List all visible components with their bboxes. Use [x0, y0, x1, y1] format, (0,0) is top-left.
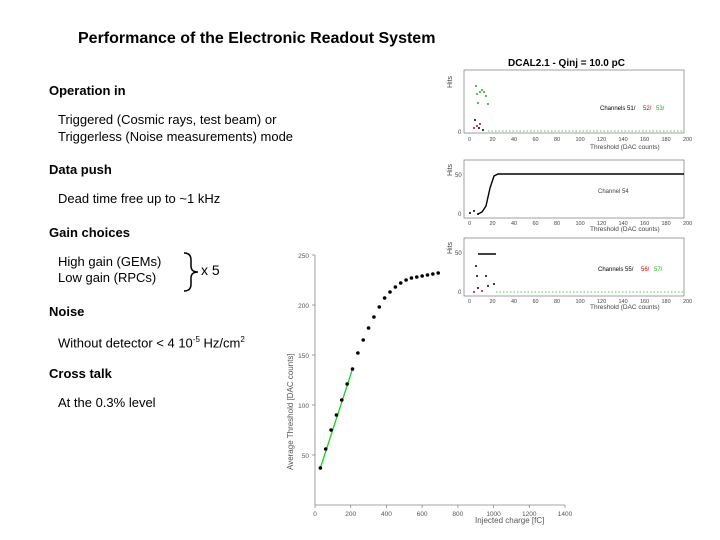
chart-point — [356, 351, 360, 355]
chart-point — [394, 285, 398, 289]
panel-1-xtick: 200 — [683, 137, 693, 143]
chart-xtick-label: 1200 — [522, 511, 537, 518]
panel-1-legend-a: Channels 51/ — [600, 106, 636, 112]
panel-1-xtick: 180 — [661, 137, 671, 143]
panel-3-y50: 50 — [455, 251, 462, 257]
panel-2-xtick: 20 — [489, 221, 496, 227]
noise-text: Without detector < 4 10 — [58, 335, 193, 351]
panel-3-xtick: 180 — [661, 299, 671, 305]
panel-3-xtick: 200 — [683, 299, 693, 305]
panel-3-xtick: 80 — [554, 299, 561, 305]
chart-point — [367, 326, 371, 330]
panel-3-xtick: 140 — [618, 299, 628, 305]
chart-point — [377, 305, 381, 309]
operation-line-1: Triggered (Cosmic rays, test beam) or — [58, 112, 277, 127]
crosstalk-heading: Cross talk — [49, 366, 112, 381]
chart-y-ticks — [298, 253, 315, 460]
chart-point — [399, 281, 403, 285]
panel-2-frame — [464, 160, 684, 218]
noise-unit-exponent: 2 — [240, 335, 245, 344]
chart-point — [420, 274, 424, 278]
panel-1-xtick: 80 — [554, 137, 561, 143]
chart-point — [431, 272, 435, 276]
panel-2-xtick: 200 — [683, 221, 693, 227]
panel-2-xtick: 0 — [468, 221, 472, 227]
panel-1-xtick: 60 — [532, 137, 539, 143]
panel-2-xlabel: Threshold (DAC counts) — [590, 226, 660, 233]
gain-line-1: High gain (GEMs) — [58, 254, 162, 269]
threshold-panel-2 — [447, 160, 692, 233]
panel-1-xlabel: Threshold (DAC counts) — [590, 144, 660, 151]
panel-3-y0: 0 — [458, 290, 462, 296]
chart-xtick-label: 1400 — [557, 511, 573, 518]
noise-unit: Hz/cm — [199, 335, 241, 351]
chart-point — [329, 428, 333, 432]
slide-title: Performance of the Electronic Readout System — [78, 30, 436, 47]
gain-brace-icon — [182, 252, 200, 292]
gain-heading: Gain choices — [49, 225, 130, 240]
chart-ytick-label: 50 — [301, 453, 309, 460]
panel-3-ylabel: Hits — [447, 241, 454, 254]
chart-ytick-label: 200 — [298, 303, 309, 310]
threshold-vs-charge-chart — [275, 245, 585, 535]
chart-xtick-label: 200 — [345, 511, 357, 518]
panel-3-legend-c: 57/ — [654, 267, 663, 273]
chart-ytick-label: 250 — [298, 253, 309, 260]
chart-ytick-label: 150 — [298, 353, 309, 360]
chart-point — [335, 413, 339, 417]
panel-3-xtick: 40 — [511, 299, 518, 305]
panel-2-xtick: 140 — [618, 221, 628, 227]
panel-1-frame — [464, 70, 684, 133]
chart-xtick-label: 600 — [416, 511, 428, 518]
chart-point — [404, 278, 408, 282]
panel-2-xtick: 80 — [554, 221, 561, 227]
panel-3-xtick: 120 — [597, 299, 607, 305]
panel-3-xtick: 160 — [640, 299, 650, 305]
chart-ytick-label: 100 — [298, 403, 309, 410]
panel-2-xtick: 60 — [532, 221, 539, 227]
chart-point — [372, 315, 376, 319]
panel-2-xtick: 100 — [575, 221, 585, 227]
panel-3-legend-a: Channels 55/ — [598, 267, 634, 273]
panel-1-xtick: 140 — [618, 137, 628, 143]
noise-line — [58, 331, 245, 351]
panel-2-xtick: 160 — [640, 221, 650, 227]
chart-point — [361, 338, 365, 342]
panel-3-xtick: 20 — [489, 299, 496, 305]
chart-point — [436, 271, 440, 275]
chart-xtick-label: 1000 — [486, 511, 501, 518]
panel-2-xtick: 180 — [661, 221, 671, 227]
panel-2-y50: 50 — [455, 173, 462, 179]
panel-1-xtick: 120 — [597, 137, 607, 143]
panels-header: DCAL2.1 - Qinj = 10.0 pC — [508, 58, 625, 69]
crosstalk-line: At the 0.3% level — [58, 395, 156, 410]
chart-point — [345, 382, 349, 386]
chart-ylabel: Average Threshold [DAC counts] — [286, 353, 295, 470]
panel-3-xtick: 100 — [575, 299, 585, 305]
panel-2-y0: 0 — [458, 212, 462, 218]
panel-1-xtick: 100 — [575, 137, 585, 143]
panel-1-xtick: 40 — [511, 137, 518, 143]
chart-point — [415, 275, 419, 279]
operation-heading: Operation in — [49, 83, 126, 98]
chart-point — [319, 466, 323, 470]
panel-2-xtick: 120 — [597, 221, 607, 227]
gain-factor: x 5 — [201, 262, 220, 278]
panel-2-ylabel: Hits — [447, 163, 454, 176]
data-push-line: Dead time free up to ~1 kHz — [58, 191, 221, 206]
panel-1-xtick: 20 — [489, 137, 496, 143]
panel-2-xtick: 40 — [511, 221, 518, 227]
chart-xtick-label: 400 — [380, 511, 392, 518]
panel-1-legend-c: 53/ — [656, 106, 665, 112]
chart-point — [388, 290, 392, 294]
chart-xlabel: Injected charge [fC] — [475, 516, 545, 525]
chart-point — [340, 398, 344, 402]
panel-3-xlabel: Threshold (DAC counts) — [590, 304, 660, 311]
panel-2-legend: Channel 54 — [598, 189, 629, 195]
chart-point — [383, 296, 387, 300]
panel-1-xtick: 160 — [640, 137, 650, 143]
noise-heading: Noise — [49, 304, 85, 319]
chart-point — [351, 367, 355, 371]
chart-xtick-label: 800 — [452, 511, 464, 518]
panel-1-ticks — [468, 137, 692, 143]
noise-exponent: -5 — [192, 335, 200, 344]
chart-points — [319, 271, 440, 470]
threshold-panel-1 — [447, 70, 692, 151]
panel-1-ylabel: Hits — [447, 75, 454, 88]
panel-1-xtick: 0 — [468, 137, 472, 143]
panel-1-y0: 0 — [458, 130, 462, 136]
panel-3-xtick: 0 — [468, 299, 472, 305]
chart-point — [426, 273, 430, 277]
chart-xtick-label: 0 — [313, 511, 317, 518]
chart-x-ticks — [313, 505, 572, 518]
chart-point — [410, 276, 414, 280]
chart-point — [324, 447, 328, 451]
gain-line-2: Low gain (RPCs) — [58, 270, 157, 285]
panel-3-xtick: 60 — [532, 299, 539, 305]
data-push-heading: Data push — [49, 162, 112, 177]
panel-3-legend-b: 56/ — [641, 267, 650, 273]
panel-1-legend-b: 52/ — [643, 106, 652, 112]
operation-line-2: Triggerless (Noise measurements) mode — [58, 129, 294, 144]
